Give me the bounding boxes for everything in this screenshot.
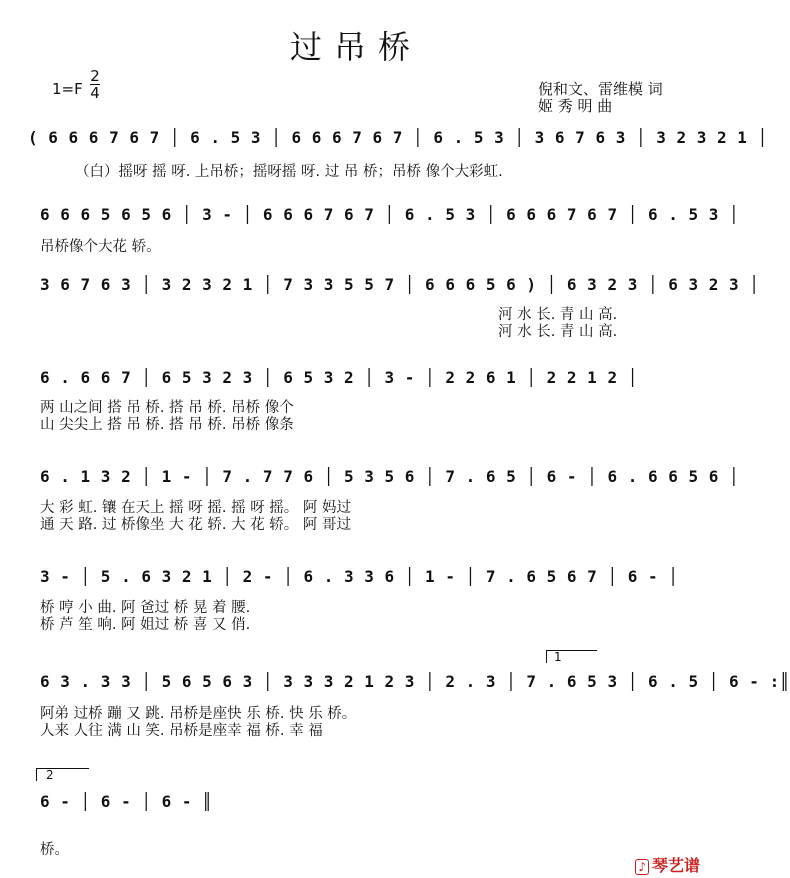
- score-row-5-notes: 6 . 1 3 2 │ 1 - │ 7 . 7 7 6 │ 5 3 5 6 │ 7 . 6 5 │ 6 - │ 6 . 6 6 5 6 │: [40, 467, 740, 486]
- lyricist-credit: 倪和文、雷维模 词: [538, 80, 663, 98]
- score-row-3-lyrics-1: 河 水 长. 青 山 高.: [498, 307, 618, 323]
- time-top: 2: [90, 67, 100, 85]
- score-row-1-lyrics: （白）摇呀 摇 呀. 上吊桥；摇呀摇 呀. 过 吊 桥；吊桥 像个大彩虹.: [75, 164, 503, 180]
- composer-credit: 姬 秀 明 曲: [538, 97, 613, 115]
- song-title: 过吊桥: [289, 28, 422, 66]
- score-row-6-lyrics-1: 桥 哼 小 曲. 阿 爸过 桥 晃 着 腰.: [40, 600, 251, 616]
- second-ending-number: 2: [46, 768, 54, 782]
- time-signature: [90, 68, 100, 101]
- score-row-3-lyrics-2: 河 水 长. 青 山 高.: [498, 324, 618, 340]
- watermark-logo: [635, 853, 700, 876]
- score-row-5-lyrics-2: 通 天 路. 过 桥像坐 大 花 轿. 大 花 轿。 阿 哥过: [40, 517, 352, 533]
- score-row-2-lyrics: 吊桥像个大花 轿。: [40, 239, 161, 255]
- score-row-3-notes: 3 6 7 6 3 │ 3 2 3 2 1 │ 7 3 3 5 5 7 │ 6 6 6 5 6 ) │ 6 3 2 3 │ 6 3 2 3 │: [40, 275, 760, 294]
- score-row-1-notes: ( 6 6 6 7 6 7 │ 6 . 5 3 │ 6 6 6 7 6 7 │ 6 . 5 3 │ 3 6 7 6 3 │ 3 2 3 2 1 │: [28, 128, 768, 147]
- logo-icon: ♪: [635, 859, 649, 875]
- score-row-6-lyrics-2: 桥 芦 笙 响. 阿 姐过 桥 喜 又 俏.: [40, 617, 251, 633]
- watermark-text: 琴艺谱: [651, 856, 700, 875]
- score-row-7-lyrics-2: 人来 人往 满 山 笑. 吊桥是座幸 福 桥. 幸 福: [40, 723, 323, 739]
- score-row-8-lyrics: 桥。: [40, 842, 69, 858]
- score-row-6-notes: 3 - │ 5 . 6 3 2 1 │ 2 - │ 6 . 3 3 6 │ 1 - │ 7 . 6 5 6 7 │ 6 - │: [40, 567, 679, 586]
- second-ending-bracket: [36, 768, 89, 781]
- key-signature: 1=F: [52, 80, 83, 98]
- score-row-4-notes: 6 . 6 6 7 │ 6 5 3 2 3 │ 6 5 3 2 │ 3 - │ 2 2 6 1 │ 2 2 1 2 │: [40, 368, 638, 387]
- score-row-7-lyrics-1: 阿弟 过桥 蹦 又 跳. 吊桥是座快 乐 桥. 快 乐 桥。: [40, 706, 357, 722]
- score-row-8-notes: 6 - │ 6 - │ 6 - ║: [40, 792, 213, 811]
- score-row-4-lyrics-2: 山 尖尖上 搭 吊 桥. 搭 吊 桥. 吊桥 像条: [40, 417, 294, 433]
- score-row-4-lyrics-1: 两 山之间 搭 吊 桥. 搭 吊 桥. 吊桥 像个: [40, 400, 294, 416]
- score-row-5-lyrics-1: 大 彩 虹. 镶 在天上 摇 呀 摇. 摇 呀 摇。 阿 妈过: [40, 500, 352, 516]
- score-row-2-notes: 6 6 6 5 6 5 6 │ 3 - │ 6 6 6 7 6 7 │ 6 . 5 3 │ 6 6 6 7 6 7 │ 6 . 5 3 │: [40, 205, 740, 224]
- score-row-7-notes: 6 3 . 3 3 │ 5 6 5 6 3 │ 3 3 3 2 1 2 3 │ 2 . 3 │ 7 . 6 5 3 │ 6 . 5 │ 6 - :║: [40, 672, 790, 691]
- first-ending-number: 1: [554, 650, 562, 664]
- time-bottom: 4: [90, 84, 100, 102]
